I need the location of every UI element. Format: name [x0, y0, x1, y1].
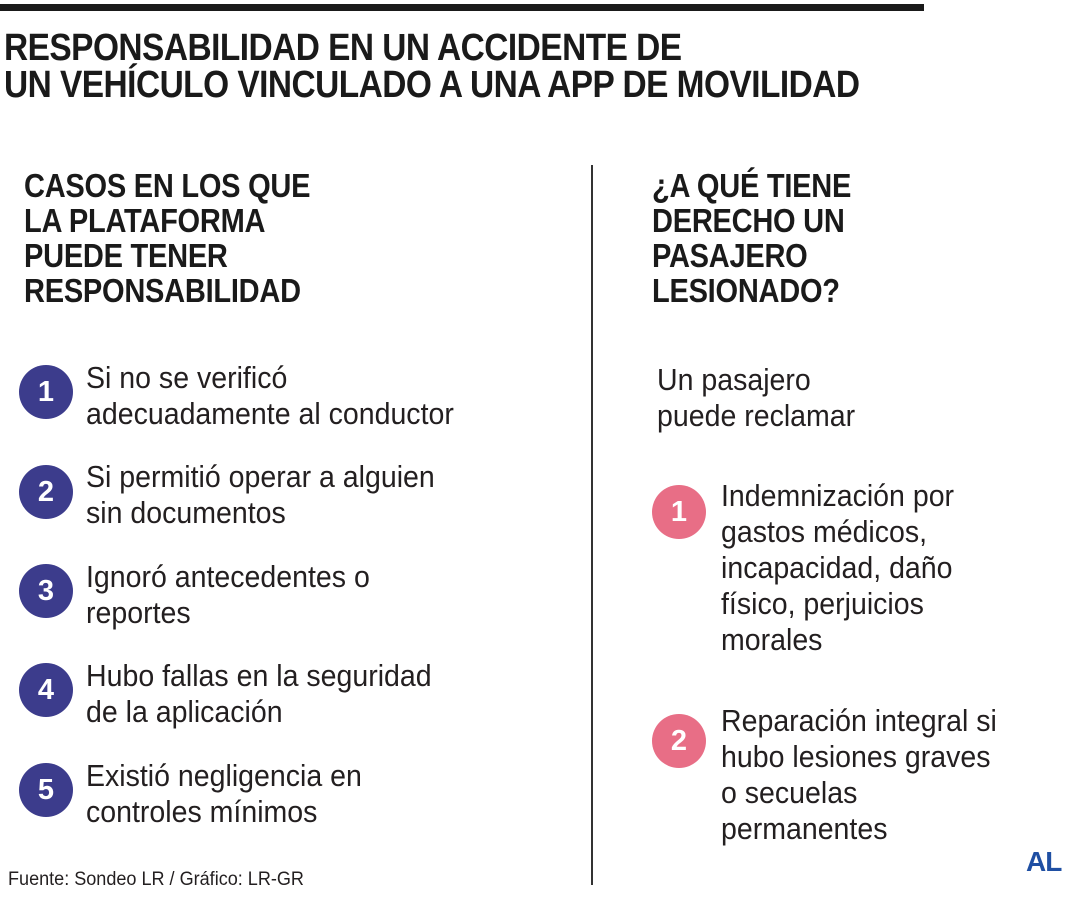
number-badge-1: 1	[19, 365, 73, 419]
right-item-1-line-2: gastos médicos,	[721, 514, 928, 549]
left-item-4-text	[86, 658, 432, 730]
right-item-1-line-5: morales	[721, 622, 823, 657]
right-heading-line-1: ¿A QUÉ TIENE	[652, 167, 852, 204]
right-item-2-line-1: Reparación integral si	[721, 703, 997, 738]
number-badge-2: 2	[19, 465, 73, 519]
left-item-5-line-2: controles mínimos	[86, 794, 318, 829]
right-heading-line-4: LESIONADO?	[652, 272, 840, 309]
left-item-5-line-1: Existió negligencia en	[86, 758, 362, 793]
right-heading-line-3: PASAJERO	[652, 237, 808, 274]
publication-logo: AL	[1026, 846, 1062, 877]
right-item-1-line-3: incapacidad, daño	[721, 550, 953, 585]
left-item-5-text	[86, 758, 362, 830]
left-column-heading	[24, 168, 310, 308]
left-heading-line-4: RESPONSABILIDAD	[24, 272, 301, 309]
right-intro-line-1: Un pasajero	[657, 362, 811, 397]
pink-number-badge-2: 2	[652, 714, 706, 768]
top-rule	[0, 4, 924, 11]
number-badge-4: 4	[19, 663, 73, 717]
right-item-2-line-3: o secuelas	[721, 775, 858, 810]
right-item-1-line-4: físico, perjuicios	[721, 586, 924, 621]
right-item-2-text	[721, 703, 997, 847]
pink-number-badge-1: 1	[652, 485, 706, 539]
right-item-1-text	[721, 478, 954, 658]
right-intro-text	[657, 362, 855, 434]
right-column-heading	[652, 168, 851, 308]
left-heading-line-1: CASOS EN LOS QUE	[24, 167, 311, 204]
left-item-2-text	[86, 459, 435, 531]
left-item-3-text	[86, 559, 370, 631]
left-heading-line-2: LA PLATAFORMA	[24, 202, 266, 239]
page-title-line-2: UN VEHÍCULO VINCULADO A UNA APP DE MOVILIDAD	[4, 64, 860, 106]
left-item-2-line-1: Si permitió operar a alguien	[86, 459, 435, 494]
left-item-1-text	[86, 360, 454, 432]
number-badge-3: 3	[19, 564, 73, 618]
column-divider	[591, 165, 593, 885]
number-badge-5: 5	[19, 763, 73, 817]
right-item-2-line-4: permanentes	[721, 811, 888, 846]
left-item-3-line-1: Ignoró antecedentes o	[86, 559, 370, 594]
page-title-line-1: RESPONSABILIDAD EN UN ACCIDENTE DE	[4, 27, 682, 69]
left-item-3-line-2: reportes	[86, 595, 191, 630]
right-intro-line-2: puede reclamar	[657, 398, 856, 433]
left-item-4-line-1: Hubo fallas en la seguridad	[86, 658, 432, 693]
right-item-2-line-2: hubo lesiones graves	[721, 739, 991, 774]
left-item-1-line-2: adecuadamente al conductor	[86, 396, 454, 431]
left-item-4-line-2: de la aplicación	[86, 694, 283, 729]
left-heading-line-3: PUEDE TENER	[24, 237, 228, 274]
left-item-2-line-2: sin documentos	[86, 495, 286, 530]
source-credit: Fuente: Sondeo LR / Gráfico: LR-GR	[8, 869, 304, 890]
right-item-1-line-1: Indemnización por	[721, 478, 955, 513]
page-title	[4, 27, 884, 106]
left-item-1-line-1: Si no se verificó	[86, 360, 288, 395]
right-heading-line-2: DERECHO UN	[652, 202, 845, 239]
